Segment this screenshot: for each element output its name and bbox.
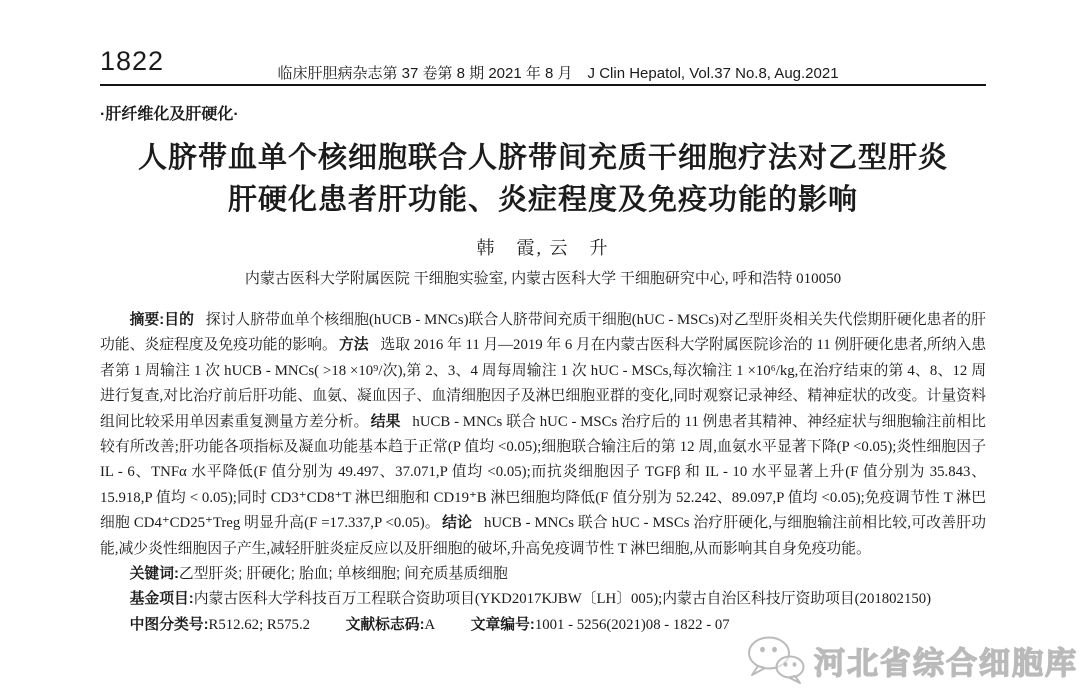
keywords-line — [100, 562, 986, 587]
funding-label: 基金项目: — [129, 591, 194, 608]
classification-line — [100, 613, 986, 638]
methods-label: 方法 — [338, 337, 369, 354]
clc-pair — [130, 617, 310, 633]
methods-text: 选取 2016 年 11 月—2019 年 6 月在内蒙古医科大学附属医院诊治的 11 例肝硬化患者,所纳入患者第 1 周输注 1 次 hUCB - MNCs( >18 ×10⁹/次),第 2、3、4 周每周输注 1 次 hUC - MSCs,每次输注 1 ×10⁶/kg,在治疗结束的第 4、8、12 周进行复查,对比治疗前后肝功能、血氨、凝血因子、血清细胞因子及淋巴细胞亚群的变化,同时观察记录神经、精神症状的改变。计量资料组间比较采用单因素重复测量方差分析。 — [100, 337, 986, 430]
front-matter-block — [100, 308, 986, 638]
watermark — [743, 634, 1078, 686]
page-content — [100, 0, 986, 638]
article-title — [100, 137, 986, 221]
clc-value: R512.62; R575.2 — [208, 616, 311, 633]
article-title-line2: 肝硬化患者肝功能、炎症程度及免疫功能的影响 — [227, 184, 858, 216]
article-id-value: 1001 - 5256(2021)08 - 1822 - 07 — [534, 616, 730, 633]
doc-code-value: A — [424, 616, 436, 633]
chat-bubbles-icon — [743, 634, 809, 686]
article-id-pair — [471, 617, 730, 633]
doc-code-label: 文献标志码: — [345, 616, 425, 633]
objective-text: 探讨人脐带血单个核细胞(hUCB - MNCs)联合人脐带间充质干细胞(hUC - MSCs)对乙型肝炎相关失代偿期肝硬化患者的肝功能、炎症程度及免疫功能的影响。 — [100, 312, 986, 354]
conclusion-text: hUCB - MNCs 联合 hUC - MSCs 治疗肝硬化,与细胞输注前相比较,可改善肝功能,减少炎性细胞因子产生,减轻肝脏炎症反应以及肝细胞的破坏,升高免疫调节性 T 淋巴细胞,从而影响其自身免疫功能。 — [100, 515, 986, 557]
doc-code-pair — [346, 617, 436, 633]
funding-line — [100, 587, 986, 612]
abstract-label: 摘要: — [129, 312, 165, 328]
conclusion-label: 结论 — [442, 515, 473, 532]
objective-label: 目的 — [164, 312, 194, 328]
authors: 韩 霞, 云 升 — [476, 238, 610, 258]
results-label: 结果 — [370, 413, 401, 430]
running-header — [100, 0, 986, 84]
watermark-text: 河北省综合细胞库 — [814, 645, 1078, 681]
clc-label: 中图分类号: — [129, 616, 209, 633]
funding-text: 内蒙古医科大学科技百万工程联合资助项目(YKD2017KJBW〔LH〕005);内蒙古自治区科技厅资助项目(201802150) — [193, 591, 932, 608]
affiliation: 内蒙古医科大学附属医院 干细胞实验室, 内蒙古医科大学 干细胞研究中心, 呼和浩特 010050 — [244, 271, 842, 287]
keywords-label: 关键词: — [129, 566, 179, 583]
page-number: 1822 — [100, 46, 165, 76]
abstract-paragraph — [100, 308, 986, 562]
article-title-line1: 人脐带血单个核细胞联合人脐带间充质干细胞疗法对乙型肝炎 — [137, 142, 948, 174]
journal-citation: 临床肝胆病杂志第 37 卷第 8 期 2021 年 8 月 J Clin Hepatol, Vol.37 No.8, Aug.2021 — [277, 65, 839, 82]
results-text: hUCB - MNCs 联合 hUC - MSCs 治疗后的 11 例患者其精神、神经症状与细胞输注前相比较有所改善;肝功能各项指标及凝血功能基本趋于正常(P 值均 <0.05);细胞联合输注后的第 12 周,血氨水平显著下降(P <0.05);炎性细胞因子 IL - 6、TNFα 水平降低(F 值分别为 49.497、37.071,P 值均 <0.05);而抗炎细胞因子 TGFβ 和 IL - 10 水平显著上升(F 值分别为 35.843、15.918,P 值均 < 0.05);同时 CD3⁺CD8⁺T 淋巴细胞和 CD19⁺B 淋巴细胞均降低(F 值分别为 52.242、89.097,P 值均 <0.05);免疫调节性 T 淋巴细胞 CD4⁺CD25⁺Treg 明显升高(F =17.337,P <0.05)。 — [100, 413, 986, 532]
keywords-text: 乙型肝炎; 肝硬化; 胎血; 单核细胞; 间充质基质细胞 — [178, 566, 508, 583]
header-rule — [100, 84, 986, 86]
column-section-label: ·肝纤维化及肝硬化· — [100, 106, 239, 123]
article-id-label: 文章编号: — [470, 616, 535, 633]
